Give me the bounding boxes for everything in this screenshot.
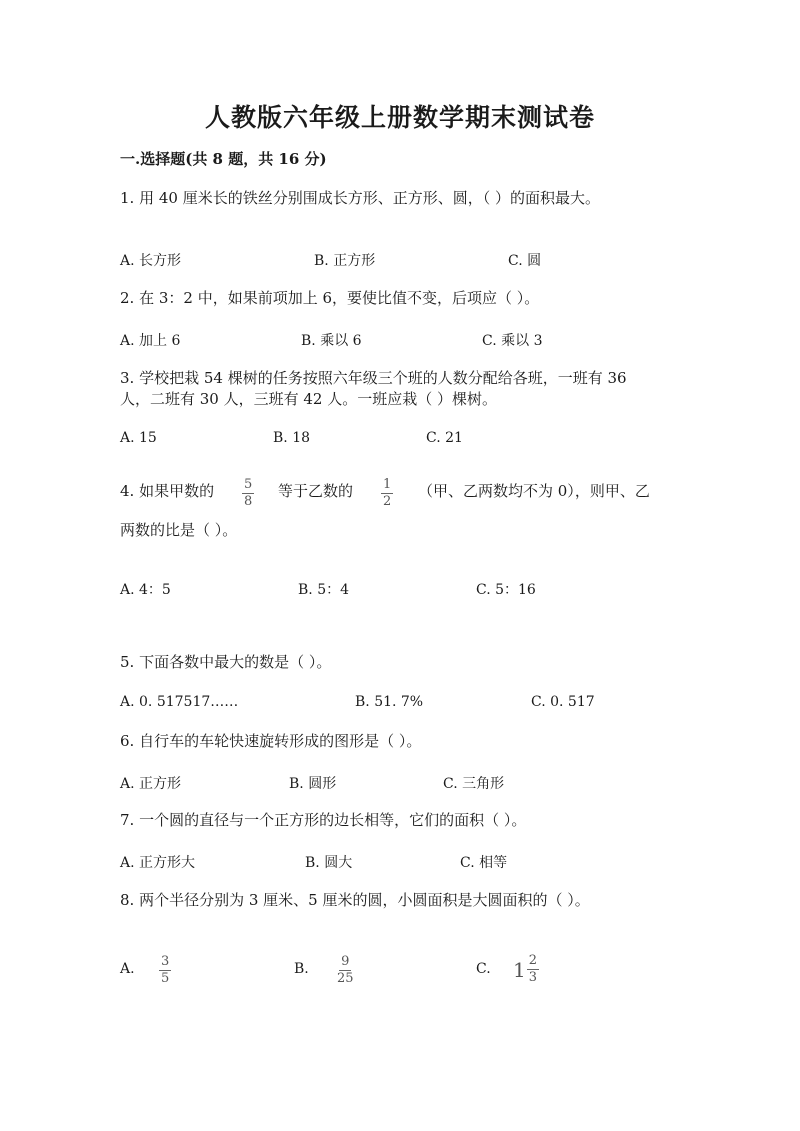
q2-option-c[interactable]: C. 乘以 3 [482,333,543,349]
q7-option-b[interactable]: B. 圆大 [305,855,353,871]
fraction-numerator: 3 [161,954,170,969]
q8-option-b-fraction [335,955,356,986]
q4-option-a[interactable]: A. 4：5 [120,582,171,598]
question-4-part-2: 等于乙数的 [278,482,354,500]
question-1: 1. 用 40 厘米长的铁丝分别围成长方形、正方形、圆，（ ）的面积最大。 [120,189,600,207]
fraction-numerator: 2 [528,953,538,968]
q1-option-b[interactable]: B. 正方形 [314,253,376,269]
fraction-one-half [381,478,393,509]
q2-option-b[interactable]: B. 乘以 6 [301,333,362,349]
mixed-whole: 1 [513,957,526,982]
fraction-numerator: 5 [244,477,253,492]
q6-option-c[interactable]: C. 三角形 [443,776,505,792]
question-4-part-3: （甲、乙两数均不为 0），则甲、乙 [418,482,650,500]
question-5: 5. 下面各数中最大的数是（ ）。 [120,653,332,671]
q2-option-a[interactable]: A. 加上 6 [120,333,181,349]
fraction-denominator: 5 [161,971,170,986]
fraction-five-eighths [242,478,254,509]
question-7: 7. 一个圆的直径与一个正方形的边长相等，它们的面积（ ）。 [120,811,527,829]
q4-option-c[interactable]: C. 5：16 [476,582,536,598]
fraction-denominator: 2 [383,494,392,509]
q8-option-a[interactable]: A. [120,961,135,977]
q3-option-a[interactable]: A. 15 [120,430,157,446]
question-2: 2. 在 3：2 中，如果前项加上 6，要使比值不变，后项应（ ）。 [120,289,540,307]
question-8: 8. 两个半径分别为 3 厘米、5 厘米的圆，小圆面积是大圆面积的（ ）。 [120,891,590,909]
fraction-denominator: 25 [337,971,354,986]
question-3-line-2: 人，二班有 30 人，三班有 42 人。一班应栽（ ）棵树。 [120,390,498,408]
q8-option-c[interactable]: C. [476,961,491,977]
q5-option-a[interactable]: A. 0. 517517…… [120,694,239,710]
question-4-part-1: 4. 如果甲数的 [120,482,215,500]
q3-option-b[interactable]: B. 18 [273,430,311,446]
q8-option-a-fraction [159,955,171,986]
q4-option-b[interactable]: B. 5：4 [298,582,350,598]
q7-option-a[interactable]: A. 正方形大 [120,855,196,871]
q6-option-a[interactable]: A. 正方形 [120,776,182,792]
q7-option-c[interactable]: C. 相等 [460,855,508,871]
page-title: 人教版六年级上册数学期末测试卷 [204,103,595,132]
q6-option-b[interactable]: B. 圆形 [289,776,337,792]
q8-option-c-mixed-number [513,954,539,985]
question-6: 6. 自行车的车轮快速旋转形成的图形是（ ）。 [120,732,422,750]
fraction-numerator: 9 [341,954,350,969]
fraction-numerator: 1 [383,477,392,492]
section-heading: 一.选择题(共 8 题，共 16 分) [120,150,327,168]
q8-option-b[interactable]: B. [294,961,309,977]
question-3-line-1: 3. 学校把栽 54 棵树的任务按照六年级三个班的人数分配给各班，一班有 36 [120,369,627,387]
fraction-denominator: 8 [244,494,253,509]
question-4-line-2: 两数的比是（ ）。 [120,521,238,539]
q1-option-c[interactable]: C. 圆 [508,253,542,269]
fraction-denominator: 3 [528,970,538,985]
q1-option-a[interactable]: A. 长方形 [120,253,182,269]
q3-option-c[interactable]: C. 21 [426,430,463,446]
mixed-fraction [527,954,539,985]
q5-option-c[interactable]: C. 0. 517 [531,694,595,710]
q5-option-b[interactable]: B. 51. 7% [355,694,424,710]
